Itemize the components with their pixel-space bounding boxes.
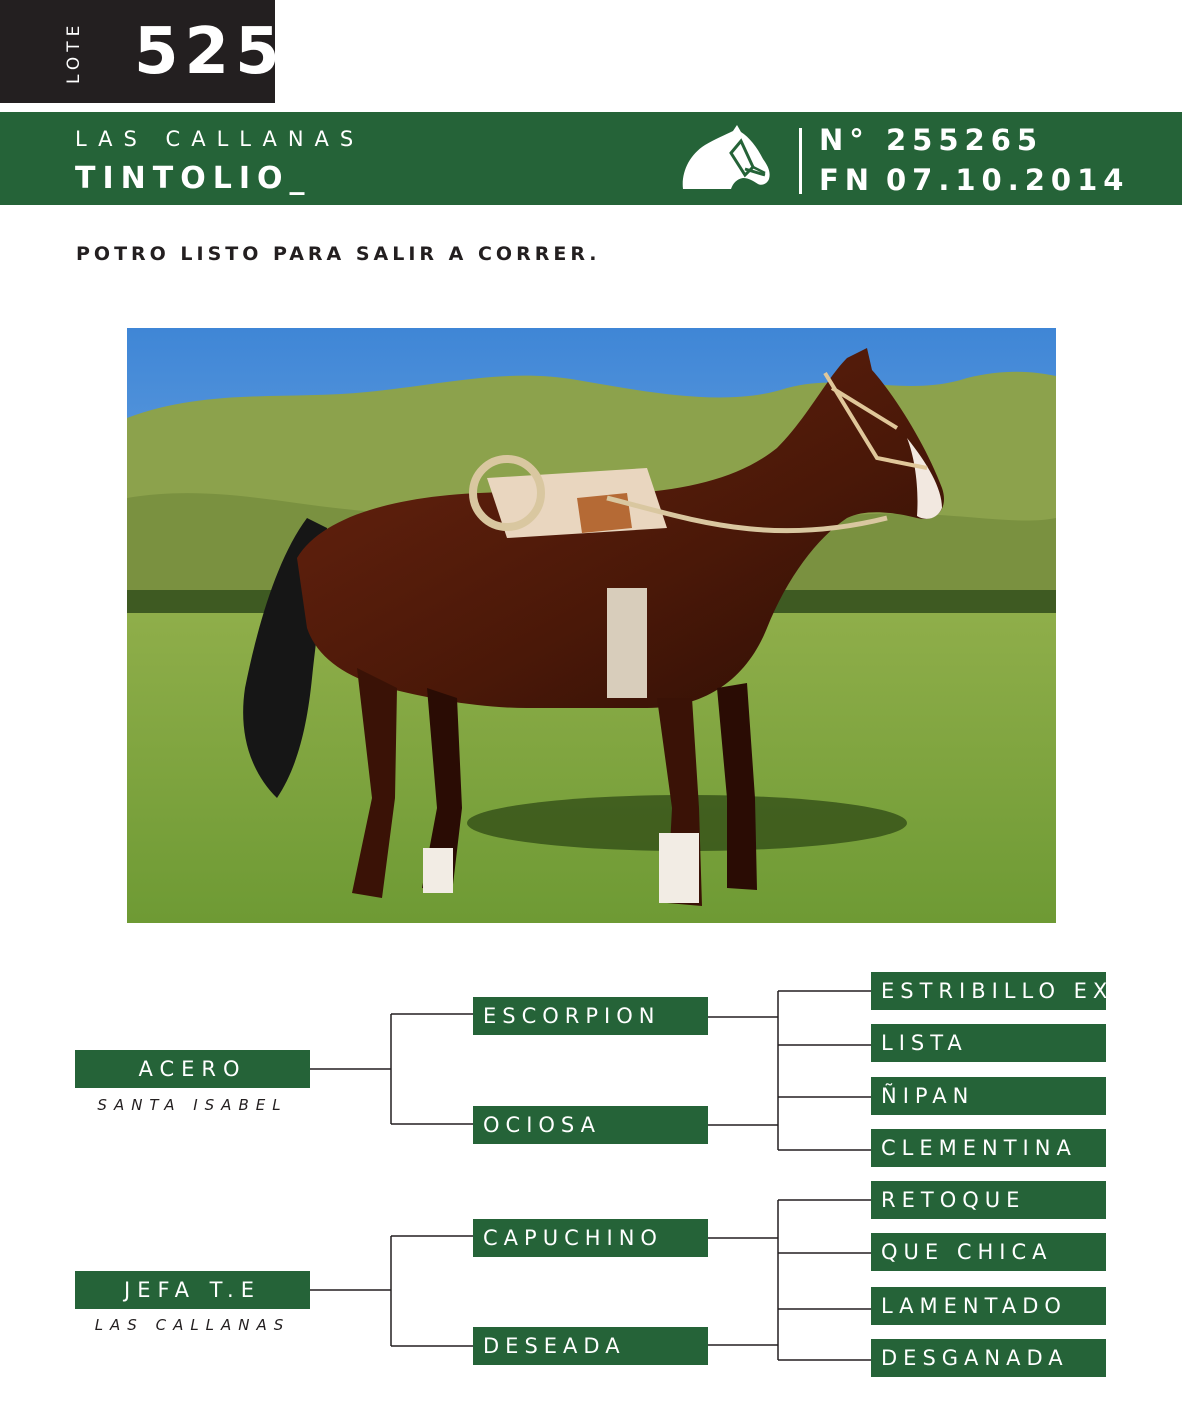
great-grandparent-box: ESTRIBILLO EX R [871, 972, 1106, 1010]
sire-box: ACERO [75, 1050, 310, 1088]
great-grandparent-box: QUE CHICA [871, 1233, 1106, 1271]
registration-label: N° [819, 123, 870, 157]
grandparent-box: OCIOSA [473, 1106, 708, 1144]
registration-number: 255265 [886, 123, 1044, 157]
great-grandparent-box: CLEMENTINA [871, 1129, 1106, 1167]
great-grandparent-box: ÑIPAN [871, 1077, 1106, 1115]
dam-breeder: LAS CALLANAS [94, 1316, 291, 1334]
grandparent-box: ESCORPION [473, 997, 708, 1035]
sire-breeder: SANTA ISABEL [97, 1096, 288, 1114]
breeder-name: LAS CALLANAS [75, 127, 365, 151]
grandparent-box: CAPUCHINO [473, 1219, 708, 1257]
grandparent-box: DESEADA [473, 1327, 708, 1365]
dam-box: JEFA T.E [75, 1271, 310, 1309]
great-grandparent-box: RETOQUE [871, 1181, 1106, 1219]
lot-label: LOTE [64, 20, 84, 84]
birth-label: FN [819, 163, 876, 197]
great-grandparent-box: DESGANADA [871, 1339, 1106, 1377]
great-grandparent-box: LISTA [871, 1024, 1106, 1062]
great-grandparent-box: LAMENTADO [871, 1287, 1106, 1325]
lot-number: 525 [134, 15, 286, 89]
horse-name: TINTOLIO_ [75, 161, 312, 196]
birth-date: 07.10.2014 [886, 163, 1130, 197]
description: POTRO LISTO PARA SALIR A CORRER. [76, 243, 601, 265]
